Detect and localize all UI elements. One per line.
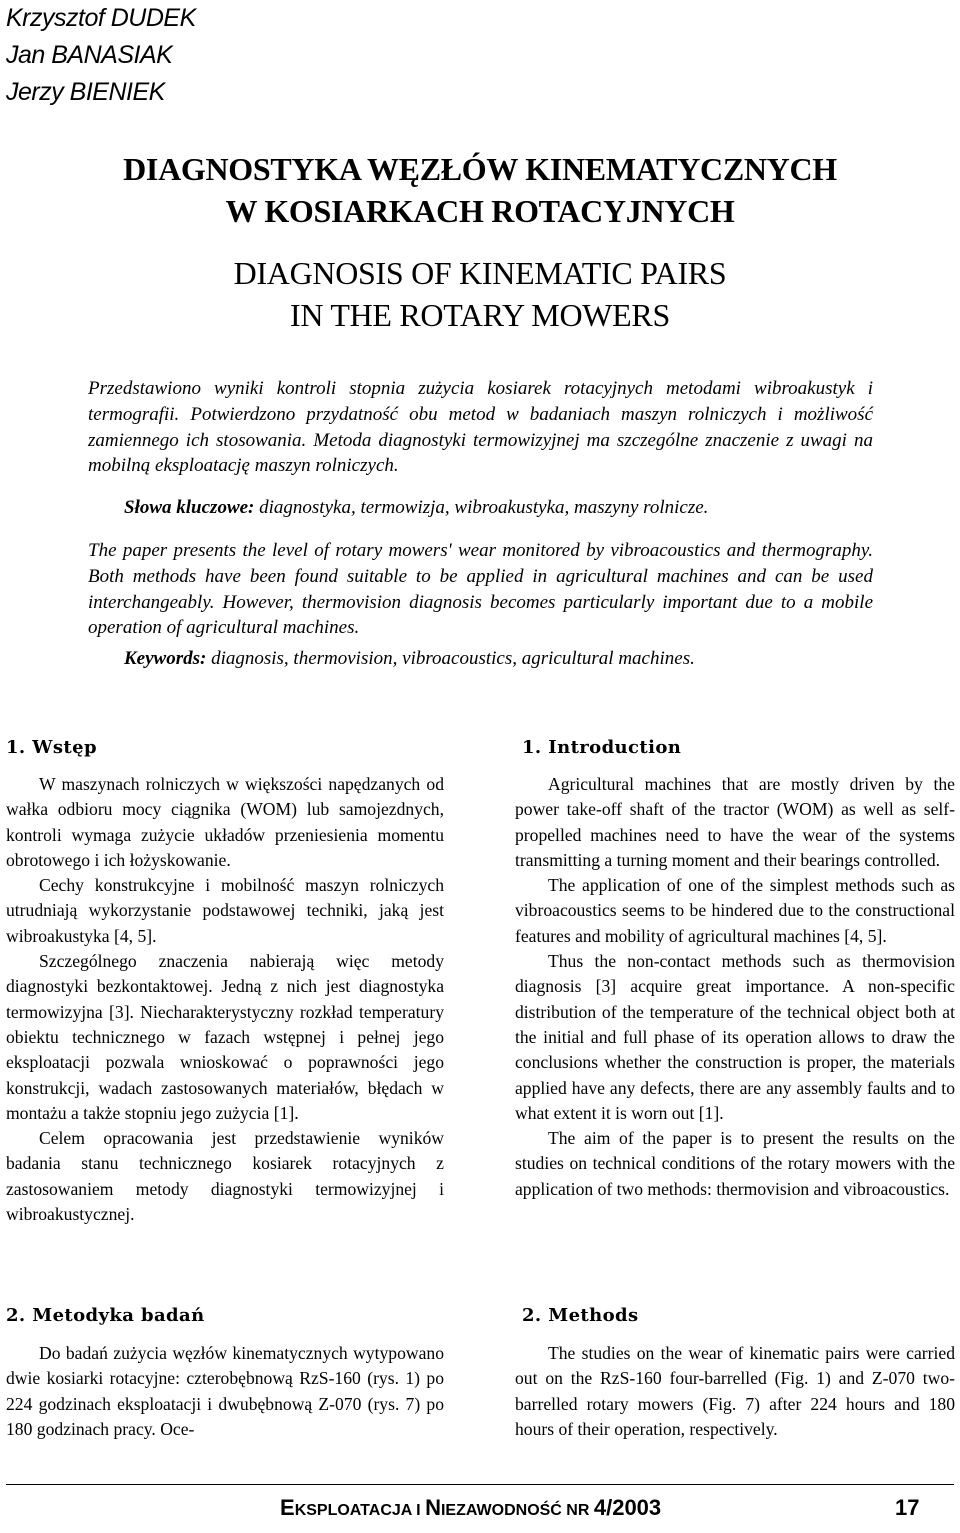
paragraph: Celem opracowania jest przedstawienie wyników badania stanu technicznego kosiarek rotacyjnych z zastosowaniem metody diagnostyki termowizyjnej i wibroakustycznej. bbox=[6, 1128, 444, 1225]
abstract-polish bbox=[88, 376, 873, 479]
abstract-english bbox=[88, 538, 873, 641]
keywords-label: Keywords: bbox=[124, 648, 207, 669]
abstract-text: Przedstawiono wyniki kontroli stopnia zużycia kosiarek rotacyjnych metodami wibroakustyk i termografii. Potwierdzono przydatność obu metod w badaniach maszyn rolniczych i możliwość zamiennego ich stosowania. Metoda diagnostyki termowizyjnej ma szczególne znaczenie z uwagi na mobilną eksploatację maszyn rolniczych. bbox=[88, 378, 873, 477]
right-column-section-2 bbox=[515, 1341, 955, 1442]
journal-word: IEZAWODNOŚĆ bbox=[440, 1502, 562, 1519]
journal-nr: NR bbox=[561, 1502, 594, 1519]
paragraph: The studies on the wear of kinematic pairs were carried out on the RzS-160 four-barrelled (Fig. 1) and Z-070 two-barrelled rotary mowers (Fig. 7) after 224 hours and 180 hours of their operation, respectively. bbox=[515, 1343, 955, 1439]
paragraph: W maszynach rolniczych w większości napędzanych od wałka odbioru mocy ciągnika (WOM) lub samojezdnych, kontroli wymaga zużycie układów przeniesienia momentu obrotowego i ich łożyskowanie. bbox=[6, 774, 444, 870]
title-english bbox=[0, 252, 960, 336]
journal-separator: I bbox=[411, 1502, 426, 1519]
title-line: DIAGNOSTYKA WĘZŁÓW KINEMATYCZNYCH bbox=[123, 151, 837, 187]
journal-name bbox=[280, 1494, 661, 1525]
title-polish bbox=[0, 148, 960, 232]
author-name: Krzysztof DUDEK bbox=[6, 4, 196, 32]
keywords-text: diagnosis, thermovision, vibroacoustics, agricultural machines. bbox=[206, 648, 695, 669]
title-line: W KOSIARKACH ROTACYJNYCH bbox=[225, 193, 735, 229]
paragraph: Cechy konstrukcyjne i mobilność maszyn rolniczych utrudniają wykorzystanie podstawowej techniki, jaką jest wibroakustyka [4, 5]. bbox=[6, 875, 444, 946]
abstract-text: The paper presents the level of rotary mowers' wear monitored by vibroacoustics and thermography. Both methods have been found suitable to be applied in agricultural machines and can be used interchangeably. However, thermovision diagnosis becomes particularly important due to a mobile operation of agricultural machines. bbox=[88, 540, 873, 639]
journal-initial: N bbox=[425, 1495, 441, 1520]
journal-initial: E bbox=[280, 1495, 295, 1520]
keywords-text: diagnostyka, termowizja, wibroakustyka, maszyny rolnicze. bbox=[254, 497, 709, 518]
authors bbox=[6, 0, 196, 111]
keywords-polish bbox=[88, 495, 873, 521]
right-column-section-1 bbox=[515, 772, 955, 1202]
keywords-label: Słowa kluczowe: bbox=[124, 497, 255, 518]
title-line: IN THE ROTARY MOWERS bbox=[290, 297, 670, 333]
paragraph: The application of one of the simplest methods such as vibroacoustics seems to be hindered due to the constructional features and mobility of agricultural machines [4, 5]. bbox=[515, 875, 955, 946]
section-heading-wstep: 1. Wstęp bbox=[6, 737, 97, 758]
paragraph: Agricultural machines that are mostly driven by the power take-off shaft of the tractor (WOM) as well as self-propelled machines need to have the wear of the systems transmitting a turning moment and their bearings controlled. bbox=[515, 774, 955, 870]
paragraph: The aim of the paper is to present the results on the studies on technical conditions of the rotary mowers with the application of two methods: thermovision and vibroacoustics. bbox=[515, 1128, 955, 1199]
paragraph: Szczególnego znaczenia nabierają więc metody diagnostyki bezkontaktowej. Jedną z nich jest diagnostyka termowizyjna [3]. Niecharakterystyczny rozkład temperatury obiektu technicznego w fazach wstępnej i pełnej jego eksploatacji pozwala wnioskować o poprawności jego konstrukcji, wadach zastosowanych materiałów, błędach w montażu a także stopniu jego zużycia [1]. bbox=[6, 951, 444, 1123]
paragraph: Do badań zużycia węzłów kinematycznych wytypowano dwie kosiarki rotacyjne: czterobębnową RzS-160 (rys. 1) po 224 godzinach eksploatacji i dwubębnową Z-070 (rys. 7) po 180 godzinach pracy. Oce- bbox=[6, 1343, 444, 1439]
keywords-english bbox=[88, 646, 873, 672]
left-column-section-2 bbox=[6, 1341, 444, 1442]
journal-word: KSPLOATACJA bbox=[294, 1502, 412, 1519]
page-number: 17 bbox=[895, 1495, 920, 1520]
journal-issue: 4/2003 bbox=[593, 1495, 662, 1520]
paragraph: Thus the non-contact methods such as thermovision diagnosis [3] acquire great importance. A non-specific distribution of the temperature of the technical object both at the initial and full phase of its operation allows to draw the conclusions whether the construction is proper, the materials applied have any defects, there are any assembly faults and to what extent it is worn out [1]. bbox=[515, 951, 955, 1123]
section-heading-metodyka: 2. Metodyka badań bbox=[6, 1305, 205, 1326]
author-name: Jan BANASIAK bbox=[6, 41, 173, 69]
left-column-section-1 bbox=[6, 772, 444, 1227]
title-line: DIAGNOSIS OF KINEMATIC PAIRS bbox=[233, 255, 727, 291]
author-name: Jerzy BIENIEK bbox=[6, 78, 165, 106]
section-heading-introduction: 1. Introduction bbox=[522, 737, 682, 758]
section-heading-methods: 2. Methods bbox=[522, 1305, 639, 1326]
footer-divider bbox=[6, 1484, 954, 1485]
